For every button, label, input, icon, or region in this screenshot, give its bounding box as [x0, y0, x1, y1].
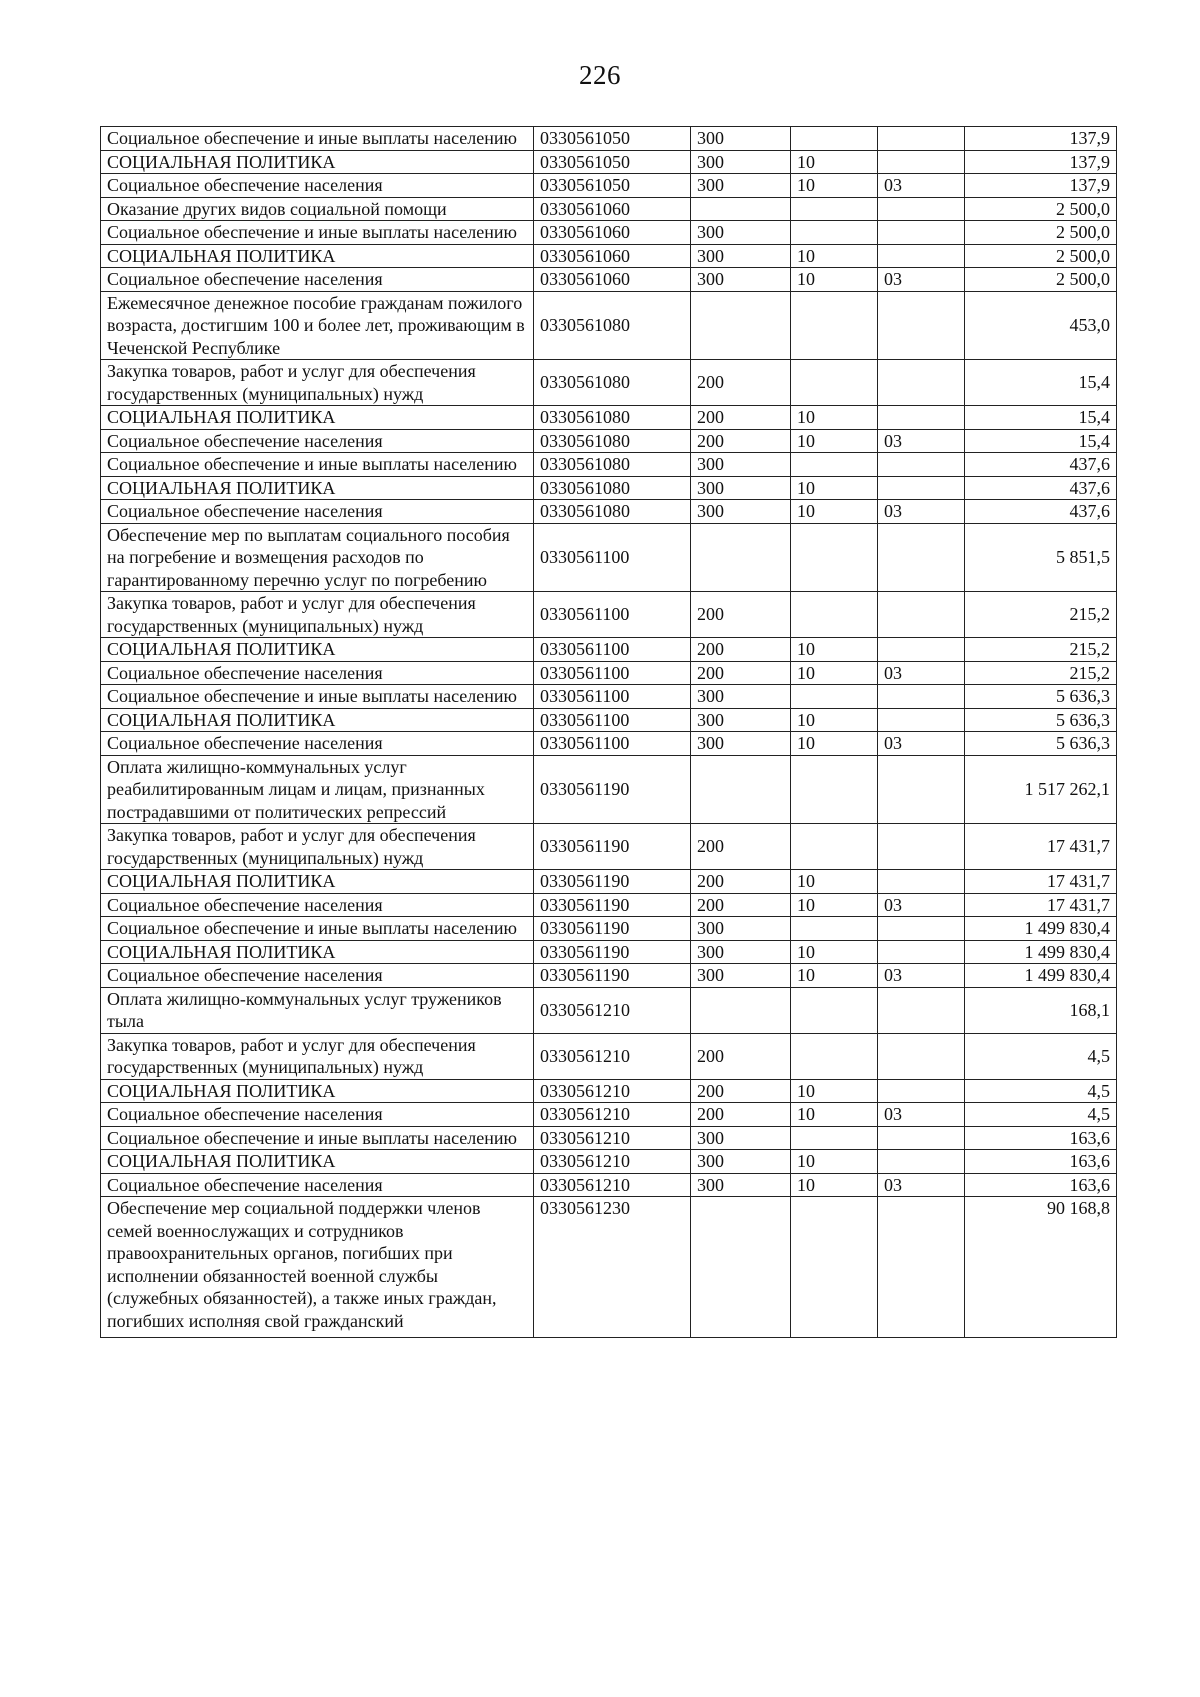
subsection-cell [878, 150, 965, 174]
table-row [101, 893, 1117, 917]
amount-cell: 4,5 [965, 1033, 1117, 1079]
target-article-cell: 0330561050 [534, 174, 691, 198]
row-name-cell: СОЦИАЛЬНАЯ ПОЛИТИКА [101, 870, 534, 894]
subsection-cell: 03 [878, 661, 965, 685]
expense-type-cell: 300 [691, 500, 791, 524]
target-article-cell: 0330561100 [534, 732, 691, 756]
expense-type-cell: 200 [691, 824, 791, 870]
section-cell [791, 987, 878, 1033]
target-article-cell: 0330561100 [534, 638, 691, 662]
section-cell [791, 1126, 878, 1150]
expense-type-cell: 300 [691, 1126, 791, 1150]
subsection-cell [878, 917, 965, 941]
table-row [101, 1197, 1117, 1338]
subsection-cell [878, 987, 965, 1033]
section-cell: 10 [791, 429, 878, 453]
table-row [101, 661, 1117, 685]
row-name-cell: Оплата жилищно-коммунальных услуг тружеников тыла [101, 987, 534, 1033]
amount-cell: 2 500,0 [965, 268, 1117, 292]
section-cell [791, 291, 878, 360]
amount-cell: 453,0 [965, 291, 1117, 360]
target-article-cell: 0330561080 [534, 453, 691, 477]
page-number: 226 [579, 60, 621, 90]
section-cell [791, 1033, 878, 1079]
row-name-cell: Социальное обеспечение населения [101, 268, 534, 292]
table-row [101, 291, 1117, 360]
subsection-cell [878, 197, 965, 221]
table-row [101, 964, 1117, 988]
target-article-cell: 0330561060 [534, 221, 691, 245]
target-article-cell: 0330561100 [534, 592, 691, 638]
subsection-cell [878, 824, 965, 870]
section-cell [791, 1197, 878, 1338]
table-row [101, 1033, 1117, 1079]
row-name-cell: Закупка товаров, работ и услуг для обеспечения государственных (муниципальных) нужд [101, 824, 534, 870]
expense-type-cell: 300 [691, 221, 791, 245]
amount-cell: 5 636,3 [965, 708, 1117, 732]
section-cell [791, 824, 878, 870]
subsection-cell [878, 940, 965, 964]
table-row [101, 500, 1117, 524]
target-article-cell: 0330561210 [534, 1033, 691, 1079]
expense-type-cell: 200 [691, 638, 791, 662]
amount-cell: 137,9 [965, 127, 1117, 151]
expense-type-cell [691, 197, 791, 221]
row-name-cell: СОЦИАЛЬНАЯ ПОЛИТИКА [101, 476, 534, 500]
subsection-cell: 03 [878, 174, 965, 198]
amount-cell: 5 851,5 [965, 523, 1117, 592]
row-name-cell: СОЦИАЛЬНАЯ ПОЛИТИКА [101, 406, 534, 430]
row-name-cell: Обеспечение мер по выплатам социального пособия на погребение и возмещения расходов по гарантированному перечню услуг по погребению [101, 523, 534, 592]
row-name-cell: Социальное обеспечение и иные выплаты населению [101, 453, 534, 477]
amount-cell: 4,5 [965, 1079, 1117, 1103]
amount-cell: 215,2 [965, 592, 1117, 638]
expense-type-cell: 300 [691, 940, 791, 964]
table-row [101, 360, 1117, 406]
expense-type-cell: 200 [691, 1103, 791, 1127]
section-cell: 10 [791, 500, 878, 524]
section-cell: 10 [791, 964, 878, 988]
table-row [101, 638, 1117, 662]
table-row [101, 940, 1117, 964]
row-name-cell: Социальное обеспечение населения [101, 174, 534, 198]
expense-type-cell: 200 [691, 661, 791, 685]
table-row [101, 824, 1117, 870]
expense-type-cell [691, 1197, 791, 1338]
subsection-cell [878, 453, 965, 477]
expense-type-cell: 300 [691, 1150, 791, 1174]
table-row [101, 476, 1117, 500]
table-row [101, 406, 1117, 430]
amount-cell: 137,9 [965, 150, 1117, 174]
row-name-cell: Закупка товаров, работ и услуг для обеспечения государственных (муниципальных) нужд [101, 1033, 534, 1079]
target-article-cell: 0330561190 [534, 917, 691, 941]
table-row [101, 987, 1117, 1033]
target-article-cell: 0330561210 [534, 987, 691, 1033]
amount-cell: 163,6 [965, 1173, 1117, 1197]
section-cell: 10 [791, 174, 878, 198]
amount-cell: 15,4 [965, 406, 1117, 430]
section-cell [791, 197, 878, 221]
subsection-cell [878, 221, 965, 245]
table-row [101, 870, 1117, 894]
target-article-cell: 0330561060 [534, 197, 691, 221]
amount-cell: 5 636,3 [965, 732, 1117, 756]
budget-table [100, 126, 1117, 1338]
subsection-cell [878, 360, 965, 406]
subsection-cell [878, 1197, 965, 1338]
target-article-cell: 0330561190 [534, 964, 691, 988]
section-cell: 10 [791, 150, 878, 174]
expense-type-cell: 300 [691, 453, 791, 477]
target-article-cell: 0330561060 [534, 244, 691, 268]
section-cell: 10 [791, 870, 878, 894]
section-cell: 10 [791, 661, 878, 685]
target-article-cell: 0330561190 [534, 940, 691, 964]
amount-cell: 2 500,0 [965, 221, 1117, 245]
section-cell: 10 [791, 476, 878, 500]
section-cell [791, 453, 878, 477]
section-cell [791, 755, 878, 824]
subsection-cell [878, 685, 965, 709]
target-article-cell: 0330561100 [534, 685, 691, 709]
target-article-cell: 0330561080 [534, 476, 691, 500]
target-article-cell: 0330561190 [534, 755, 691, 824]
row-name-cell: Социальное обеспечение населения [101, 500, 534, 524]
row-name-cell: Социальное обеспечение населения [101, 1103, 534, 1127]
target-article-cell: 0330561190 [534, 893, 691, 917]
row-name-cell: Социальное обеспечение и иные выплаты населению [101, 917, 534, 941]
amount-cell: 137,9 [965, 174, 1117, 198]
amount-cell: 90 168,8 [965, 1197, 1117, 1338]
expense-type-cell: 200 [691, 1079, 791, 1103]
target-article-cell: 0330561100 [534, 523, 691, 592]
row-name-cell: Социальное обеспечение и иные выплаты населению [101, 221, 534, 245]
budget-table-body [101, 127, 1117, 1338]
target-article-cell: 0330561050 [534, 150, 691, 174]
row-name-cell: Социальное обеспечение и иные выплаты населению [101, 685, 534, 709]
expense-type-cell: 300 [691, 708, 791, 732]
table-row [101, 1126, 1117, 1150]
table-row [101, 523, 1117, 592]
subsection-cell [878, 476, 965, 500]
row-name-cell: Социальное обеспечение населения [101, 732, 534, 756]
table-row [101, 127, 1117, 151]
target-article-cell: 0330561210 [534, 1126, 691, 1150]
amount-cell: 437,6 [965, 453, 1117, 477]
subsection-cell [878, 406, 965, 430]
row-name-cell: Социальное обеспечение и иные выплаты населению [101, 127, 534, 151]
target-article-cell: 0330561080 [534, 360, 691, 406]
amount-cell: 163,6 [965, 1126, 1117, 1150]
amount-cell: 163,6 [965, 1150, 1117, 1174]
expense-type-cell: 300 [691, 476, 791, 500]
table-row [101, 174, 1117, 198]
row-name-cell: Социальное обеспечение населения [101, 893, 534, 917]
subsection-cell [878, 127, 965, 151]
table-row [101, 592, 1117, 638]
subsection-cell: 03 [878, 732, 965, 756]
section-cell [791, 523, 878, 592]
subsection-cell [878, 755, 965, 824]
section-cell: 10 [791, 1150, 878, 1174]
row-name-cell: СОЦИАЛЬНАЯ ПОЛИТИКА [101, 1150, 534, 1174]
table-row [101, 685, 1117, 709]
target-article-cell: 0330561100 [534, 661, 691, 685]
row-name-cell: Социальное обеспечение населения [101, 1173, 534, 1197]
expense-type-cell: 200 [691, 592, 791, 638]
target-article-cell: 0330561080 [534, 500, 691, 524]
expense-type-cell: 300 [691, 174, 791, 198]
subsection-cell: 03 [878, 893, 965, 917]
expense-type-cell: 300 [691, 732, 791, 756]
table-row [101, 453, 1117, 477]
amount-cell: 1 499 830,4 [965, 964, 1117, 988]
section-cell: 10 [791, 1103, 878, 1127]
table-row [101, 732, 1117, 756]
subsection-cell [878, 870, 965, 894]
row-name-cell: Ежемесячное денежное пособие гражданам пожилого возраста, достигшим 100 и более лет, проживающим в Чеченской Республике [101, 291, 534, 360]
table-row [101, 244, 1117, 268]
table-row [101, 1079, 1117, 1103]
subsection-cell [878, 291, 965, 360]
table-row [101, 1150, 1117, 1174]
row-name-cell: СОЦИАЛЬНАЯ ПОЛИТИКА [101, 244, 534, 268]
section-cell: 10 [791, 244, 878, 268]
subsection-cell [878, 244, 965, 268]
amount-cell: 17 431,7 [965, 824, 1117, 870]
amount-cell: 1 517 262,1 [965, 755, 1117, 824]
amount-cell: 437,6 [965, 500, 1117, 524]
row-name-cell: Социальное обеспечение населения [101, 964, 534, 988]
expense-type-cell: 200 [691, 406, 791, 430]
expense-type-cell: 200 [691, 870, 791, 894]
section-cell: 10 [791, 1173, 878, 1197]
section-cell [791, 685, 878, 709]
expense-type-cell: 300 [691, 685, 791, 709]
amount-cell: 1 499 830,4 [965, 940, 1117, 964]
amount-cell: 17 431,7 [965, 893, 1117, 917]
table-row [101, 708, 1117, 732]
subsection-cell: 03 [878, 268, 965, 292]
amount-cell: 4,5 [965, 1103, 1117, 1127]
section-cell: 10 [791, 893, 878, 917]
section-cell: 10 [791, 268, 878, 292]
amount-cell: 2 500,0 [965, 244, 1117, 268]
table-row [101, 150, 1117, 174]
table-row [101, 429, 1117, 453]
row-name-cell: Закупка товаров, работ и услуг для обеспечения государственных (муниципальных) нужд [101, 592, 534, 638]
table-row [101, 917, 1117, 941]
expense-type-cell: 200 [691, 893, 791, 917]
target-article-cell: 0330561210 [534, 1150, 691, 1174]
section-cell: 10 [791, 940, 878, 964]
expense-type-cell [691, 291, 791, 360]
amount-cell: 2 500,0 [965, 197, 1117, 221]
row-name-cell: Социальное обеспечение и иные выплаты населению [101, 1126, 534, 1150]
subsection-cell [878, 1150, 965, 1174]
table-row [101, 755, 1117, 824]
expense-type-cell: 300 [691, 1173, 791, 1197]
expense-type-cell: 300 [691, 917, 791, 941]
target-article-cell: 0330561050 [534, 127, 691, 151]
row-name-cell: СОЦИАЛЬНАЯ ПОЛИТИКА [101, 940, 534, 964]
target-article-cell: 0330561080 [534, 429, 691, 453]
row-name-cell: Социальное обеспечение населения [101, 429, 534, 453]
expense-type-cell: 300 [691, 244, 791, 268]
section-cell: 10 [791, 708, 878, 732]
table-row [101, 1103, 1117, 1127]
amount-cell: 215,2 [965, 661, 1117, 685]
section-cell [791, 917, 878, 941]
row-name-cell: СОЦИАЛЬНАЯ ПОЛИТИКА [101, 1079, 534, 1103]
expense-type-cell: 200 [691, 1033, 791, 1079]
subsection-cell: 03 [878, 1103, 965, 1127]
target-article-cell: 0330561080 [534, 291, 691, 360]
amount-cell: 17 431,7 [965, 870, 1117, 894]
amount-cell: 168,1 [965, 987, 1117, 1033]
subsection-cell [878, 592, 965, 638]
expense-type-cell: 200 [691, 429, 791, 453]
target-article-cell: 0330561190 [534, 824, 691, 870]
row-name-cell: Социальное обеспечение населения [101, 661, 534, 685]
subsection-cell [878, 1079, 965, 1103]
section-cell [791, 592, 878, 638]
amount-cell: 437,6 [965, 476, 1117, 500]
subsection-cell: 03 [878, 1173, 965, 1197]
target-article-cell: 0330561210 [534, 1173, 691, 1197]
expense-type-cell: 200 [691, 360, 791, 406]
row-name-cell: Оплата жилищно-коммунальных услуг реабилитированным лицам и лицам, признанных пострадавшими от политических репрессий [101, 755, 534, 824]
expense-type-cell: 300 [691, 150, 791, 174]
table-row [101, 268, 1117, 292]
amount-cell: 15,4 [965, 360, 1117, 406]
subsection-cell: 03 [878, 429, 965, 453]
section-cell: 10 [791, 638, 878, 662]
subsection-cell [878, 1033, 965, 1079]
amount-cell: 5 636,3 [965, 685, 1117, 709]
table-row [101, 197, 1117, 221]
section-cell [791, 221, 878, 245]
section-cell: 10 [791, 732, 878, 756]
table-row [101, 1173, 1117, 1197]
subsection-cell [878, 1126, 965, 1150]
section-cell: 10 [791, 1079, 878, 1103]
target-article-cell: 0330561190 [534, 870, 691, 894]
expense-type-cell [691, 987, 791, 1033]
target-article-cell: 0330561100 [534, 708, 691, 732]
section-cell [791, 127, 878, 151]
row-name-cell: Закупка товаров, работ и услуг для обеспечения государственных (муниципальных) нужд [101, 360, 534, 406]
expense-type-cell: 300 [691, 964, 791, 988]
subsection-cell [878, 708, 965, 732]
expense-type-cell [691, 755, 791, 824]
section-cell: 10 [791, 406, 878, 430]
row-name-cell: СОЦИАЛЬНАЯ ПОЛИТИКА [101, 150, 534, 174]
subsection-cell [878, 523, 965, 592]
expense-type-cell [691, 523, 791, 592]
row-name-cell: СОЦИАЛЬНАЯ ПОЛИТИКА [101, 708, 534, 732]
section-cell [791, 360, 878, 406]
target-article-cell: 0330561210 [534, 1103, 691, 1127]
target-article-cell: 0330561060 [534, 268, 691, 292]
target-article-cell: 0330561230 [534, 1197, 691, 1338]
amount-cell: 15,4 [965, 429, 1117, 453]
table-row [101, 221, 1117, 245]
target-article-cell: 0330561080 [534, 406, 691, 430]
subsection-cell [878, 638, 965, 662]
amount-cell: 1 499 830,4 [965, 917, 1117, 941]
row-name-cell: Оказание других видов социальной помощи [101, 197, 534, 221]
subsection-cell: 03 [878, 500, 965, 524]
target-article-cell: 0330561210 [534, 1079, 691, 1103]
amount-cell: 215,2 [965, 638, 1117, 662]
row-name-cell: СОЦИАЛЬНАЯ ПОЛИТИКА [101, 638, 534, 662]
expense-type-cell: 300 [691, 127, 791, 151]
expense-type-cell: 300 [691, 268, 791, 292]
subsection-cell: 03 [878, 964, 965, 988]
row-name-cell: Обеспечение мер социальной поддержки членов семей военнослужащих и сотрудников правоохранительных органов, погибших при исполнении обязанностей военной службы (служебных обязанностей), а также иных граждан, погибших исполняя свой гражданский [101, 1197, 534, 1338]
